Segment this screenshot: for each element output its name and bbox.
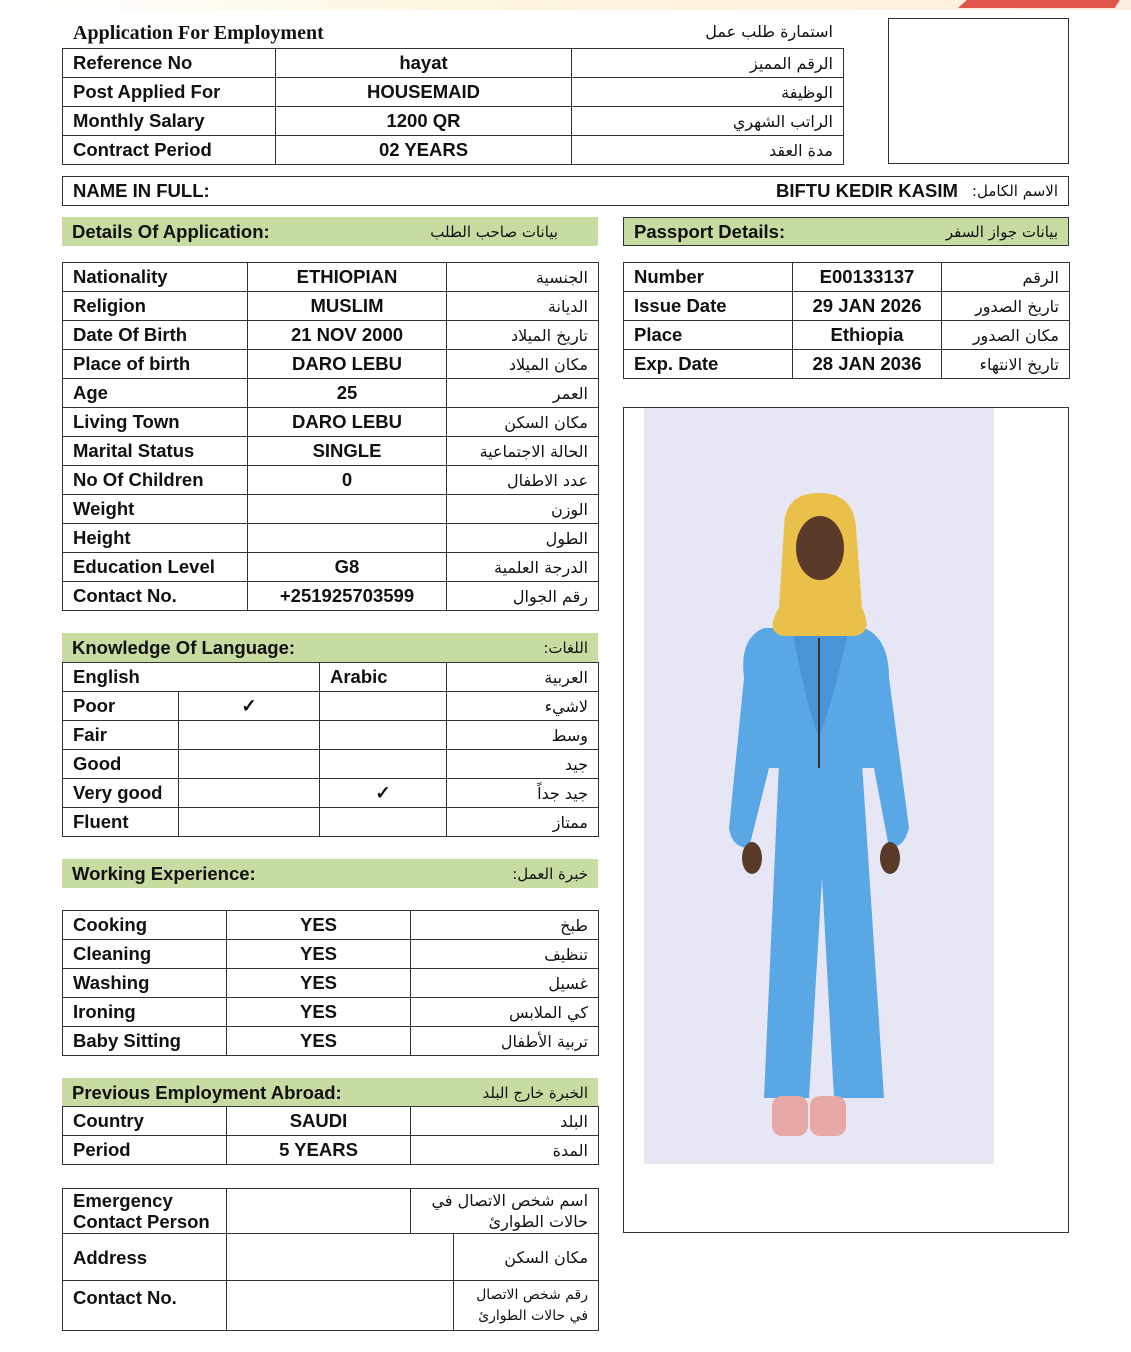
details-value: DARO LEBU [248,350,447,379]
details-label: Weight [63,495,248,524]
details-label-arabic: مكان الميلاد [447,350,599,379]
passport-label: Place [624,321,793,350]
details-title: Details Of Application: [72,220,270,242]
experience-row [63,969,599,998]
details-row [63,524,599,553]
language-row [63,808,599,837]
abroad-label-arabic: البلد [411,1107,599,1136]
details-label: Religion [63,292,248,321]
details-value: SINGLE [248,437,447,466]
language-section-header [62,633,598,662]
top-info-row [63,78,844,107]
top-info-label-arabic: الراتب الشهري [572,107,844,136]
details-value: DARO LEBU [248,408,447,437]
details-value: 21 NOV 2000 [248,321,447,350]
emergency-value [227,1234,454,1281]
language-level-label: Fluent [63,808,179,837]
details-label: Contact No. [63,582,248,611]
arabic-check: ✓ [320,779,447,808]
arabic-check [320,808,447,837]
english-check: ✓ [179,692,320,721]
experience-value: YES [227,998,411,1027]
language-row [63,750,599,779]
language-title: Knowledge Of Language: [72,636,296,658]
language-level-label: Very good [63,779,179,808]
language-level-arabic: لاشيء [447,692,599,721]
passport-label: Number [624,263,793,292]
full-name-value: BIFTU KEDIR KASIM [775,180,958,201]
details-label: Date Of Birth [63,321,248,350]
experience-row [63,1027,599,1056]
experience-label: Cleaning [63,940,227,969]
details-value: +251925703599 [248,582,447,611]
form-title: Application For Employment [73,22,324,44]
passport-value: 28 JAN 2036 [793,350,942,379]
details-label-arabic: الجنسية [447,263,599,292]
top-info-label-arabic: الوظيفة [572,78,844,107]
english-check [179,721,320,750]
english-check [179,808,320,837]
experience-label: Cooking [63,911,227,940]
experience-label-arabic: طبخ [411,911,599,940]
details-label: Marital Status [63,437,248,466]
details-label-arabic: الديانة [447,292,599,321]
experience-section-header [62,859,598,888]
top-info-label-arabic: مدة العقد [572,136,844,165]
details-label-arabic: عدد الاطفال [447,466,599,495]
details-value: G8 [248,553,447,582]
language-table [62,662,599,837]
emergency-label: Address [63,1234,227,1281]
details-label: Education Level [63,553,248,582]
arabic-header-arabic: العربية [447,663,599,692]
english-header: English [63,663,320,692]
passport-row [624,292,1070,321]
abroad-label: Period [63,1136,227,1165]
details-label: Place of birth [63,350,248,379]
details-section-header [62,217,598,246]
details-row [63,437,599,466]
language-level-arabic: ممتاز [447,808,599,837]
language-row [63,779,599,808]
passport-label-arabic: تاريخ الصدور [942,292,1070,321]
details-title-arabic: بيانات صاحب الطلب [430,222,558,241]
language-level-arabic: وسط [447,721,599,750]
top-decoration [940,0,1120,8]
emergency-label: Contact No. [63,1281,227,1331]
emergency-label: Emergency Contact Person [63,1189,227,1234]
abroad-title-arabic: الخبرة خارج البلد [482,1083,588,1102]
details-label-arabic: العمر [447,379,599,408]
passport-row [624,263,1070,292]
passport-label-arabic: تاريخ الانتهاء [942,350,1070,379]
abroad-title: Previous Employment Abroad: [72,1081,342,1103]
details-label: Living Town [63,408,248,437]
passport-label-arabic: مكان الصدور [942,321,1070,350]
english-check [179,750,320,779]
experience-value: YES [227,911,411,940]
experience-row [63,911,599,940]
top-info-label: Post Applied For [63,78,276,107]
details-value [248,495,447,524]
experience-row [63,940,599,969]
experience-value: YES [227,1027,411,1056]
details-row [63,379,599,408]
passport-table [623,262,1070,379]
details-row [63,495,599,524]
abroad-row [63,1136,599,1165]
details-value: ETHIOPIAN [248,263,447,292]
full-name-label: NAME IN FULL: [73,180,210,201]
top-info-row [63,136,844,165]
abroad-section-header [62,1078,598,1107]
details-row [63,350,599,379]
passport-row [624,350,1070,379]
emergency-label-arabic: اسم شخص الاتصال في حالات الطوارئ [411,1189,599,1234]
experience-label: Baby Sitting [63,1027,227,1056]
experience-row [63,998,599,1027]
passport-label-arabic: الرقم [942,263,1070,292]
details-row [63,292,599,321]
experience-label: Washing [63,969,227,998]
passport-label: Exp. Date [624,350,793,379]
passport-value: E00133137 [793,263,942,292]
english-check [179,779,320,808]
language-level-label: Poor [63,692,179,721]
top-info-value: HOUSEMAID [276,78,572,107]
details-table [62,262,599,611]
top-info-row [63,107,844,136]
top-info-label: Monthly Salary [63,107,276,136]
language-level-arabic: جيد جداً [447,779,599,808]
top-info-label-arabic: الرقم المميز [572,49,844,78]
applicant-photo [644,408,994,1164]
abroad-label-arabic: المدة [411,1136,599,1165]
form-title-arabic: استمارة طلب عمل [705,22,833,41]
passport-row [624,321,1070,350]
details-label-arabic: مكان السكن [447,408,599,437]
small-photo-box [888,18,1069,164]
details-value: MUSLIM [248,292,447,321]
emergency-table [62,1188,599,1331]
top-info-value: hayat [276,49,572,78]
arabic-header: Arabic [320,663,447,692]
passport-label: Issue Date [624,292,793,321]
experience-label-arabic: غسيل [411,969,599,998]
experience-title: Working Experience: [72,862,256,884]
details-label: Height [63,524,248,553]
full-name-row [62,176,1069,206]
experience-label-arabic: تربية الأطفال [411,1027,599,1056]
top-info-label: Reference No [63,49,276,78]
passport-value: 29 JAN 2026 [793,292,942,321]
abroad-label: Country [63,1107,227,1136]
passport-title: Passport Details: [634,220,786,242]
details-label-arabic: الطول [447,524,599,553]
details-label-arabic: الدرجة العلمية [447,553,599,582]
experience-value: YES [227,969,411,998]
emergency-label-arabic: مكان السكن [454,1234,599,1281]
details-row [63,553,599,582]
experience-label-arabic: كي الملابس [411,998,599,1027]
top-info-value: 1200 QR [276,107,572,136]
details-label-arabic: تاريخ الميلاد [447,321,599,350]
emergency-value [227,1189,411,1234]
details-row [63,408,599,437]
details-label-arabic: رقم الجوال [447,582,599,611]
top-info-row [63,49,844,78]
photo-frame [623,407,1069,1233]
passport-value: Ethiopia [793,321,942,350]
language-row [63,721,599,750]
details-row [63,321,599,350]
details-label-arabic: الحالة الاجتماعية [447,437,599,466]
abroad-table [62,1106,599,1165]
emergency-value [227,1281,454,1331]
arabic-check [320,750,447,779]
abroad-row [63,1107,599,1136]
details-value: 0 [248,466,447,495]
top-info-table [62,48,844,165]
details-label: Nationality [63,263,248,292]
details-value: 25 [248,379,447,408]
emergency-label-arabic: رقم شخص الاتصال في حالات الطوارئ [454,1281,599,1331]
experience-table [62,910,599,1056]
details-label: Age [63,379,248,408]
details-value [248,524,447,553]
abroad-value: SAUDI [227,1107,411,1136]
arabic-check [320,692,447,721]
arabic-check [320,721,447,750]
language-level-label: Fair [63,721,179,750]
details-row [63,582,599,611]
top-banner [0,0,1131,10]
language-header-row [63,663,599,692]
emergency-row [63,1281,599,1331]
details-label-arabic: الوزن [447,495,599,524]
experience-label-arabic: تنظيف [411,940,599,969]
experience-title-arabic: خبرة العمل: [512,864,588,883]
language-row [63,692,599,721]
details-row [63,466,599,495]
passport-title-arabic: بيانات جواز السفر [945,222,1058,241]
language-level-label: Good [63,750,179,779]
full-name-label-arabic: الاسم الكامل: [971,182,1058,200]
details-label: No Of Children [63,466,248,495]
experience-label: Ironing [63,998,227,1027]
details-row [63,263,599,292]
experience-value: YES [227,940,411,969]
language-level-arabic: جيد [447,750,599,779]
emergency-row [63,1189,599,1234]
passport-section-header [623,217,1069,246]
abroad-value: 5 YEARS [227,1136,411,1165]
emergency-row [63,1234,599,1281]
top-info-label: Contract Period [63,136,276,165]
language-title-arabic: اللغات: [543,638,588,657]
top-info-value: 02 YEARS [276,136,572,165]
